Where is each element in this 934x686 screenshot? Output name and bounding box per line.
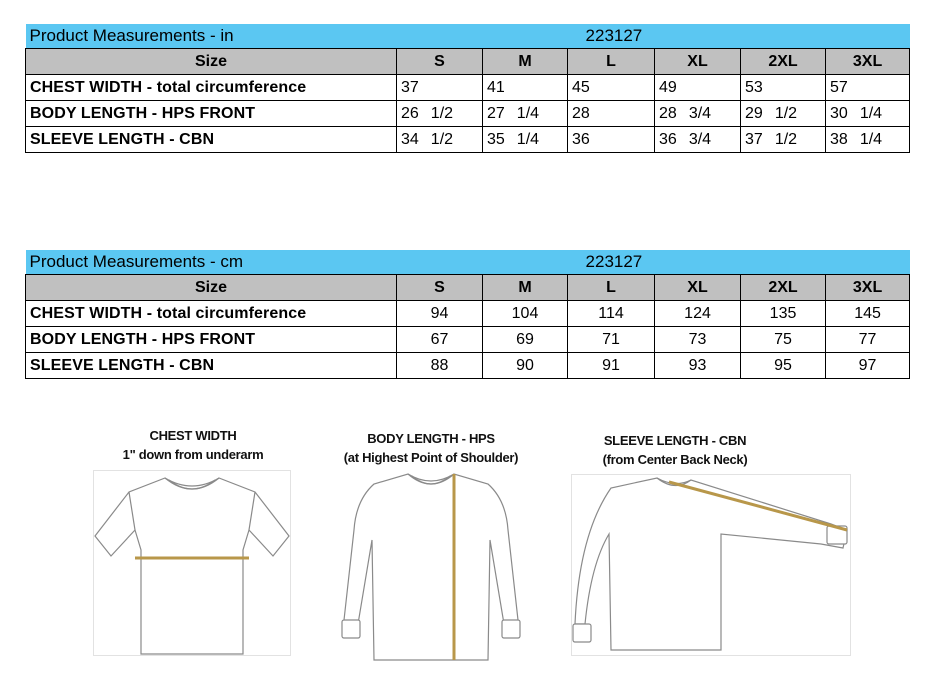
size-header: Size (26, 275, 397, 301)
whole-value: 34 (401, 130, 419, 148)
size-header-row (26, 275, 910, 301)
measurement-label: CHEST WIDTH - total circumference (26, 301, 397, 327)
measurement-cell: 90 (483, 353, 568, 379)
measurement-cell (568, 75, 655, 101)
style-number: 223127 (568, 24, 910, 49)
whole-value: 29 (745, 104, 763, 122)
fraction-value: 1/2 (774, 130, 798, 148)
table-row (26, 301, 910, 327)
measurement-cell (655, 75, 741, 101)
size-col-s: S (397, 275, 483, 301)
measurement-cell (397, 75, 483, 101)
measurement-cell: 95 (741, 353, 826, 379)
size-col-m: M (483, 49, 568, 75)
size-col-s: S (397, 49, 483, 75)
whole-value: 27 (487, 104, 505, 122)
longsleeve-back-illustration (571, 474, 851, 656)
size-header: Size (26, 49, 397, 75)
shirt-front-illustration (93, 470, 291, 656)
measurement-cell: 67 (397, 327, 483, 353)
whole-value: 28 (659, 104, 677, 122)
size-col-xl: XL (655, 49, 741, 75)
chest-width-caption (88, 426, 298, 464)
sleeve-length-caption (570, 431, 780, 469)
measurement-label: BODY LENGTH - HPS FRONT (26, 101, 397, 127)
fraction-value: 3/4 (688, 104, 712, 122)
whole-value: 49 (659, 78, 677, 96)
measurement-cell: 75 (741, 327, 826, 353)
measurement-cell (741, 75, 826, 101)
measurement-label: SLEEVE LENGTH - CBN (26, 353, 397, 379)
measurement-cell: 71 (568, 327, 655, 353)
measurement-cell: 97 (826, 353, 910, 379)
body-length-diagram (328, 470, 534, 662)
size-header-row (26, 49, 910, 75)
measurements-table-inches (25, 24, 910, 153)
measurement-cell: 114 (568, 301, 655, 327)
measurement-cell (568, 101, 655, 127)
measurements-table-cm (25, 250, 910, 379)
caption-subtitle: (from Center Back Neck) (602, 452, 748, 467)
table-title-row (26, 24, 910, 49)
measurement-cell (826, 127, 910, 153)
measurement-cell: 77 (826, 327, 910, 353)
measurement-cell: 88 (397, 353, 483, 379)
measurement-cell: 135 (741, 301, 826, 327)
whole-value: 57 (830, 78, 848, 96)
size-col-xl: XL (655, 275, 741, 301)
whole-value: 36 (659, 130, 677, 148)
measurement-cell: 93 (655, 353, 741, 379)
whole-value: 37 (401, 78, 419, 96)
fraction-value: 1/2 (774, 104, 798, 122)
measurement-cell (741, 127, 826, 153)
whole-value: 53 (745, 78, 763, 96)
table-title: Product Measurements - cm (26, 250, 568, 275)
caption-subtitle: (at Highest Point of Shoulder) (343, 450, 519, 465)
table-title-row (26, 250, 910, 275)
measurement-cell (397, 101, 483, 127)
measurement-cell: 104 (483, 301, 568, 327)
whole-value: 28 (572, 104, 590, 122)
fraction-value: 1/4 (516, 130, 540, 148)
table-row (26, 75, 910, 101)
caption-subtitle: 1" down from underarm (122, 447, 264, 462)
measurement-cell (568, 127, 655, 153)
sleeve-length-diagram (571, 474, 851, 656)
measurement-label: BODY LENGTH - HPS FRONT (26, 327, 397, 353)
measurement-cell (483, 75, 568, 101)
measurement-cell (655, 101, 741, 127)
longsleeve-front-illustration (328, 470, 534, 662)
measurement-label: SLEEVE LENGTH - CBN (26, 127, 397, 153)
table-title: Product Measurements - in (26, 24, 568, 49)
fraction-value: 3/4 (688, 130, 712, 148)
size-col-2xl: 2XL (741, 49, 826, 75)
caption-title: CHEST WIDTH (149, 428, 237, 443)
fraction-value: 1/4 (859, 104, 883, 122)
measurement-cell: 145 (826, 301, 910, 327)
body-length-caption (316, 429, 546, 467)
measurement-cell (655, 127, 741, 153)
size-col-m: M (483, 275, 568, 301)
fraction-value: 1/2 (430, 130, 454, 148)
size-col-l: L (568, 275, 655, 301)
measurement-cell (483, 101, 568, 127)
style-number: 223127 (568, 250, 910, 275)
fraction-value: 1/4 (859, 130, 883, 148)
table-row (26, 127, 910, 153)
measurement-cell (397, 127, 483, 153)
fraction-value: 1/2 (430, 104, 454, 122)
caption-title: BODY LENGTH - HPS (367, 431, 495, 446)
caption-title: SLEEVE LENGTH - CBN (603, 433, 747, 448)
whole-value: 41 (487, 78, 505, 96)
measurement-cell (741, 101, 826, 127)
whole-value: 36 (572, 130, 590, 148)
size-col-3xl: 3XL (826, 275, 910, 301)
fraction-value: 1/4 (516, 104, 540, 122)
whole-value: 37 (745, 130, 763, 148)
table-row (26, 353, 910, 379)
table-row (26, 327, 910, 353)
whole-value: 38 (830, 130, 848, 148)
measurement-label: CHEST WIDTH - total circumference (26, 75, 397, 101)
size-col-l: L (568, 49, 655, 75)
whole-value: 45 (572, 78, 590, 96)
measurement-cell (826, 101, 910, 127)
measurement-cell: 69 (483, 327, 568, 353)
measurement-cell: 73 (655, 327, 741, 353)
table-row (26, 101, 910, 127)
whole-value: 30 (830, 104, 848, 122)
size-col-2xl: 2XL (741, 275, 826, 301)
measurement-cell (826, 75, 910, 101)
chest-width-diagram (93, 470, 291, 656)
measurement-cell (483, 127, 568, 153)
measurement-cell: 91 (568, 353, 655, 379)
whole-value: 35 (487, 130, 505, 148)
whole-value: 26 (401, 104, 419, 122)
measurement-cell: 94 (397, 301, 483, 327)
measurement-cell: 124 (655, 301, 741, 327)
size-col-3xl: 3XL (826, 49, 910, 75)
